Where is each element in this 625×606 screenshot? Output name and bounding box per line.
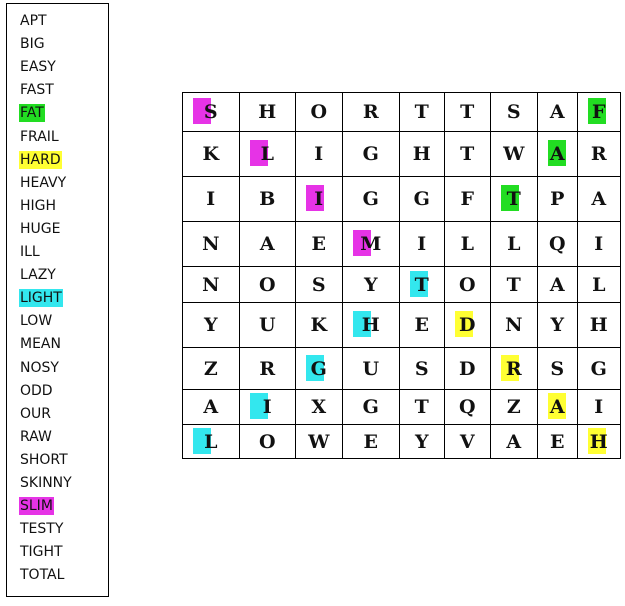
grid-cell[interactable]: [400, 222, 445, 267]
grid-cell[interactable]: [491, 177, 538, 222]
grid-cell[interactable]: [400, 303, 445, 348]
grid-cell[interactable]: [240, 177, 296, 222]
grid-letter: R: [362, 101, 380, 123]
grid-cell[interactable]: [578, 267, 621, 303]
word-list-item: TIGHT: [20, 544, 63, 561]
grid-cell[interactable]: [491, 222, 538, 267]
grid-letter: T: [414, 396, 430, 418]
grid-cell[interactable]: [538, 303, 578, 348]
grid-cell[interactable]: [240, 303, 296, 348]
grid-cell[interactable]: [343, 222, 400, 267]
grid-letter: Q: [458, 396, 477, 418]
grid-letter: W: [308, 430, 330, 453]
grid-cell[interactable]: [491, 303, 538, 348]
grid-cell[interactable]: [491, 93, 538, 132]
grid-cell[interactable]: [400, 267, 445, 303]
grid-letter: L: [204, 430, 218, 453]
grid-cell[interactable]: [240, 390, 296, 425]
grid-letter: K: [202, 143, 220, 165]
word-list-item: EASY: [20, 59, 56, 76]
grid-letter: S: [414, 357, 430, 380]
word-list-item: LIGHT: [20, 290, 62, 307]
word-list-item: APT: [20, 13, 47, 29]
grid-letter: T: [460, 143, 475, 165]
word-list-item: HIGH: [20, 197, 57, 214]
grid-letter: Y: [550, 314, 565, 336]
grid-cell[interactable]: [445, 132, 491, 177]
grid-cell[interactable]: [445, 303, 491, 348]
grid-cell[interactable]: [491, 390, 538, 425]
grid-cell[interactable]: [491, 425, 538, 459]
grid-letter: I: [417, 233, 427, 255]
grid-cell[interactable]: [183, 348, 240, 390]
grid-row: [183, 303, 621, 348]
grid-letter: N: [202, 273, 220, 296]
grid-letter: H: [589, 314, 609, 336]
grid-cell[interactable]: [445, 93, 491, 132]
grid-letter: R: [590, 143, 608, 165]
grid-letter: H: [412, 143, 432, 165]
grid-cell[interactable]: [343, 177, 400, 222]
grid-cell[interactable]: [183, 222, 240, 267]
grid-letter: G: [362, 188, 380, 210]
grid-cell[interactable]: [400, 132, 445, 177]
grid-cell[interactable]: [445, 390, 491, 425]
grid-letter: G: [413, 188, 431, 210]
grid-cell[interactable]: [296, 177, 343, 222]
grid-cell[interactable]: [296, 267, 343, 303]
grid-cell[interactable]: [491, 267, 538, 303]
grid-cell[interactable]: [183, 390, 240, 425]
grid-row: [183, 132, 621, 177]
grid-letter: A: [591, 188, 607, 210]
grid-letter: X: [311, 396, 327, 418]
grid-letter: T: [506, 188, 522, 210]
grid-letter: S: [506, 101, 522, 123]
grid-cell[interactable]: [538, 93, 578, 132]
grid-letter: E: [363, 430, 379, 453]
word-list-item: TOTAL: [20, 567, 65, 584]
grid-letter: I: [262, 396, 273, 418]
grid-letter: G: [590, 357, 608, 380]
grid-cell[interactable]: [538, 425, 578, 459]
grid-cell[interactable]: [343, 425, 400, 459]
grid-cell[interactable]: [578, 93, 621, 132]
grid-letter: A: [259, 233, 276, 255]
grid-letter: R: [505, 357, 523, 380]
grid-letter: A: [203, 396, 219, 418]
grid-letter: V: [459, 430, 476, 453]
grid-cell[interactable]: [578, 132, 621, 177]
word-list-item: FAT: [20, 105, 44, 122]
grid-cell[interactable]: [491, 132, 538, 177]
word-list-item: NOSY: [20, 359, 59, 376]
word-list-item: MEAN: [20, 336, 61, 353]
grid-cell[interactable]: [343, 132, 400, 177]
grid-cell[interactable]: [538, 222, 578, 267]
grid-cell[interactable]: [538, 132, 578, 177]
grid-letter: I: [314, 143, 324, 165]
grid-letter: E: [414, 314, 430, 336]
grid-cell[interactable]: [445, 222, 491, 267]
grid-letter: L: [460, 233, 475, 255]
grid-cell[interactable]: [400, 390, 445, 425]
grid-letter: A: [506, 430, 522, 453]
word-list-item: HARD: [20, 151, 61, 168]
grid-cell[interactable]: [240, 267, 296, 303]
grid-letter: I: [206, 188, 216, 210]
grid-letter: E: [311, 233, 327, 255]
grid-letter: K: [310, 314, 328, 336]
grid-cell[interactable]: [240, 132, 296, 177]
grid-cell[interactable]: [183, 132, 240, 177]
grid-letter: N: [505, 314, 523, 336]
word-list-item: SHORT: [20, 451, 68, 468]
grid-cell[interactable]: [538, 390, 578, 425]
grid-letter: O: [258, 430, 277, 453]
grid-letter: E: [550, 430, 565, 453]
grid-cell[interactable]: [183, 303, 240, 348]
grid-cell[interactable]: [538, 348, 578, 390]
grid-cell[interactable]: [296, 390, 343, 425]
grid-letter: G: [310, 357, 328, 380]
grid-cell[interactable]: [296, 303, 343, 348]
grid-letter: N: [202, 233, 220, 255]
grid-row: [183, 177, 621, 222]
grid-cell[interactable]: [578, 425, 621, 459]
grid-row: [183, 222, 621, 267]
grid-letter: I: [594, 396, 604, 418]
grid-row: [183, 425, 621, 459]
grid-letter: Y: [363, 273, 379, 296]
grid-letter: A: [549, 396, 566, 418]
word-list-item: TESTY: [20, 521, 64, 538]
grid-letter: D: [459, 357, 476, 380]
grid-cell[interactable]: [578, 177, 621, 222]
grid-cell[interactable]: [538, 267, 578, 303]
grid-cell[interactable]: [296, 93, 343, 132]
grid-cell[interactable]: [578, 222, 621, 267]
grid-letter: G: [362, 396, 380, 418]
grid-cell[interactable]: [400, 348, 445, 390]
grid-letter: T: [414, 101, 430, 123]
grid-row: [183, 93, 621, 132]
grid-cell[interactable]: [183, 425, 240, 459]
word-list-item: LOW: [20, 313, 53, 330]
grid-letter: Y: [203, 314, 219, 336]
grid-cell[interactable]: [445, 348, 491, 390]
grid-cell[interactable]: [296, 348, 343, 390]
grid-letter: T: [414, 273, 430, 296]
grid-letter: H: [361, 314, 381, 336]
grid-cell[interactable]: [400, 177, 445, 222]
grid-cell[interactable]: [183, 177, 240, 222]
grid-letter: Z: [203, 357, 219, 380]
grid-letter: Z: [506, 396, 522, 418]
grid-cell[interactable]: [400, 425, 445, 459]
grid-cell[interactable]: [296, 132, 343, 177]
grid-letter: T: [506, 273, 522, 296]
grid-row: [183, 267, 621, 303]
grid-letter: W: [503, 143, 525, 165]
grid-cell[interactable]: [240, 93, 296, 132]
grid-cell[interactable]: [296, 222, 343, 267]
grid-letter: S: [550, 357, 565, 380]
word-list-item: HEAVY: [20, 174, 67, 191]
grid-letter: U: [362, 357, 380, 380]
grid-letter: O: [310, 101, 328, 123]
grid-letter: T: [460, 101, 475, 123]
grid-letter: H: [589, 430, 609, 453]
grid-cell[interactable]: [578, 303, 621, 348]
grid-cell[interactable]: [445, 267, 491, 303]
grid-letter: I: [594, 233, 604, 255]
word-list-item: FRAIL: [20, 128, 59, 145]
grid-letter: H: [258, 101, 277, 123]
grid-cell[interactable]: [343, 348, 400, 390]
grid-cell[interactable]: [400, 93, 445, 132]
word-list-item: ODD: [20, 382, 53, 399]
grid-letter: S: [311, 273, 327, 296]
grid-letter: G: [362, 143, 380, 165]
grid-letter: A: [549, 143, 566, 165]
grid-row: [183, 390, 621, 425]
grid-letter: A: [549, 101, 566, 123]
grid-cell[interactable]: [183, 267, 240, 303]
grid-cell[interactable]: [578, 348, 621, 390]
word-list-item: ILL: [20, 244, 40, 260]
grid-letter: Q: [548, 233, 567, 255]
grid-cell[interactable]: [491, 348, 538, 390]
grid-letter: D: [459, 314, 476, 336]
grid-letter: Y: [414, 430, 430, 453]
word-list-item: LAZY: [20, 267, 56, 284]
grid-cell[interactable]: [183, 93, 240, 132]
grid-letter: L: [592, 273, 606, 296]
grid-cell[interactable]: [343, 303, 400, 348]
grid-letter: U: [258, 314, 277, 336]
word-list-item: RAW: [20, 428, 52, 445]
grid-letter: F: [592, 101, 606, 123]
grid-letter: L: [507, 233, 521, 255]
word-list-item: SKINNY: [20, 475, 72, 491]
grid-cell[interactable]: [578, 390, 621, 425]
grid-letter: M: [360, 233, 382, 255]
word-search-grid: [182, 92, 621, 459]
grid-letter: P: [550, 188, 565, 210]
word-list-item: OUR: [20, 405, 51, 422]
grid-cell[interactable]: [343, 93, 400, 132]
grid-letter: R: [259, 357, 276, 380]
grid-letter: F: [460, 188, 475, 210]
grid-cell[interactable]: [445, 425, 491, 459]
word-list-item: SLIM: [20, 498, 53, 515]
grid-cell[interactable]: [343, 390, 400, 425]
word-list-panel: [6, 3, 109, 597]
grid-letter: O: [258, 273, 277, 296]
grid-letter: L: [260, 143, 275, 165]
grid-letter: B: [259, 188, 276, 210]
grid-cell[interactable]: [240, 222, 296, 267]
grid-letter: O: [458, 273, 477, 296]
grid-letter: I: [314, 188, 324, 210]
grid-letter: A: [549, 273, 566, 296]
grid-row: [183, 348, 621, 390]
grid-letter: S: [203, 101, 219, 123]
grid-cell[interactable]: [240, 425, 296, 459]
grid-cell[interactable]: [343, 267, 400, 303]
word-list-item: BIG: [20, 36, 45, 53]
grid-cell[interactable]: [240, 348, 296, 390]
word-list-item: HUGE: [20, 220, 61, 237]
word-list-item: FAST: [20, 82, 54, 99]
grid-cell[interactable]: [538, 177, 578, 222]
grid-cell[interactable]: [445, 177, 491, 222]
grid-cell[interactable]: [296, 425, 343, 459]
